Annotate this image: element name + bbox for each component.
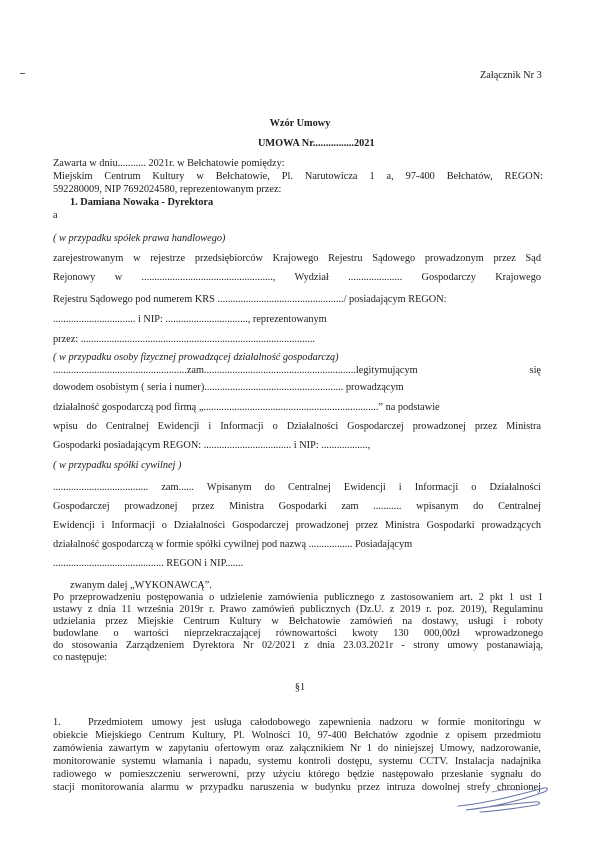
intro-date-line: Zawarta w dniu........... 2021r. w Bełchatowie pomiędzy:	[53, 158, 285, 169]
section-a-heading: ( w przypadku spółek prawa handlowego)	[53, 233, 226, 244]
attachment-label: Załącznik Nr 3	[480, 70, 542, 81]
section-a-line-5: przez: ...........................................................................................	[53, 334, 315, 345]
paragraph-1-line-6: stacji monitorowania alarmu w przypadku naruszenia w budynku przez intruza dowolnej strefy chronionej	[53, 782, 541, 793]
paragraph-1-line-5: radiowego w pomieszczeniu serwerowni, przy użyciu którego będzie następowało przesłanie sygnału do	[53, 769, 541, 780]
section-c-line-1: ..................................... zam...... Wpisanym do Centralnej Ewidencji i Informacji o Działalności	[53, 482, 541, 493]
section-b-line-4: wpisu do Centralnej Ewidencji i Informacji o Działalności Gospodarczej prowadzonej przez Ministra	[53, 421, 541, 432]
paragraph-1-number: 1.	[53, 717, 61, 728]
contractor-designation: zwanym dalej „WYKONAWCĄ”.	[70, 580, 212, 591]
procurement-line-3: udzielania przez Miejskie Centrum Kultury w Bełchatowie zamówień na dostawy, usługi i roboty	[53, 616, 543, 627]
procurement-line-1: Po przeprowadzeniu postępowania o udzielenie zamówienia publicznego z zastosowaniem art. 2 pkt 1 ust 1	[53, 592, 543, 603]
procurement-line-2: ustawy z dnia 11 września 2019r r. Prawo zamówień publicznych (Dz.U. z 2019 r. poz. 2019), Regulaminu	[53, 604, 543, 615]
scan-mark	[20, 73, 25, 74]
intro-representative: 1. Damiana Nowaka - Dyrektora	[70, 197, 214, 208]
procurement-line-5: do stosowania Zarządzeniem Dyrektora Nr 02/2021 z dnia 23.03.2021r - strony umowy postanawiają,	[53, 640, 543, 651]
intro-nip-line: 592280009, NIP 7692024580, reprezentowanym przez:	[53, 184, 282, 195]
section-a-line-3: Rejestru Sądowego pod numerem KRS ................................................./ posiadającym REGON:	[53, 294, 447, 305]
paragraph-1-line-2: obiekcie Miejskiego Centrum Kultury, Pl. Wolności 10, 97-400 Bełchatów zgodnie z opisem przedmiotu	[53, 730, 541, 741]
section-b-line-5: Gospodarki posiadającym REGON: .................................. i NIP: ..................,	[53, 440, 371, 451]
procurement-line-6: co następuje:	[53, 652, 108, 663]
paragraph-1-line-4: monitorowanie systemu włamania i napadu, systemu kontroli dostępu, systemu CCTV. Instalacja nadajnika	[53, 756, 541, 767]
contract-title: UMOWA Nr................2021	[258, 138, 375, 149]
section-c-line-3: Ewidencji i Informacji o Działalności Gospodarczej prowadzonej przez Ministra Gospodarki prowadzących	[53, 520, 541, 531]
section-b-line-3: działalność gospodarczą pod firmą „....................................................................” na podstawie	[53, 402, 440, 413]
section-c-heading: ( w przypadku spółki cywilnej )	[53, 460, 182, 471]
signature-scribble	[452, 778, 552, 818]
section-c-line-4: działalność gospodarczą w formie spółki cywilnej pod nazwą ................. Posiadającym	[53, 539, 413, 550]
intro-party-line: Miejskim Centrum Kultury w Bełchatowie, Pl. Narutowicza 1 a, 97-400 Bełchatów, REGON:	[53, 171, 543, 182]
section-b-heading: ( w przypadku osoby fizycznej prowadzącej działalność gospodarczą)	[53, 352, 339, 363]
intro-and: a	[53, 210, 58, 221]
section-b-line-2: dowodem osobistym ( seria i numer)...................................................... prowadzącym	[53, 382, 404, 393]
section-a-line-2: Rejonowy w ..................................................., Wydział ..................... Gospodarczy Krajowego	[53, 272, 541, 283]
section-c-line-2: Gospodarczej prowadzonej przez Ministra Gospodarki zam ........... wpisanym do Centralnej	[53, 501, 541, 512]
paragraph-1-line-3: zamówienia zawartym w zapytaniu ofertowym oraz załącznikiem Nr 1 do niniejszej Umowy, nadzorowanie,	[53, 743, 541, 754]
section-b-line-1: ....................................................zam...........................................................legitymującym się	[53, 365, 541, 376]
section-c-line-5: ........................................... REGON i NIP.......	[53, 558, 244, 569]
procurement-line-4: budowlane o wartości nieprzekraczającej równowartości kwoty 130 000,00zł wprowadzonego	[53, 628, 543, 639]
section-a-line-1: zarejestrowanym w rejestrze przedsiębiorców Krajowego Rejestru Sądowego prowadzonym przez Sąd	[53, 253, 541, 264]
template-title: Wzór Umowy	[269, 118, 331, 129]
section-a-line-4: ................................ i NIP: ................................, reprezentowanym	[53, 314, 327, 325]
paragraph-1-line-1: Przedmiotem umowy jest usługa całodobowego zapewnienia nadzoru w formie monitoringu w	[88, 717, 541, 728]
section-symbol: §1	[294, 682, 306, 693]
